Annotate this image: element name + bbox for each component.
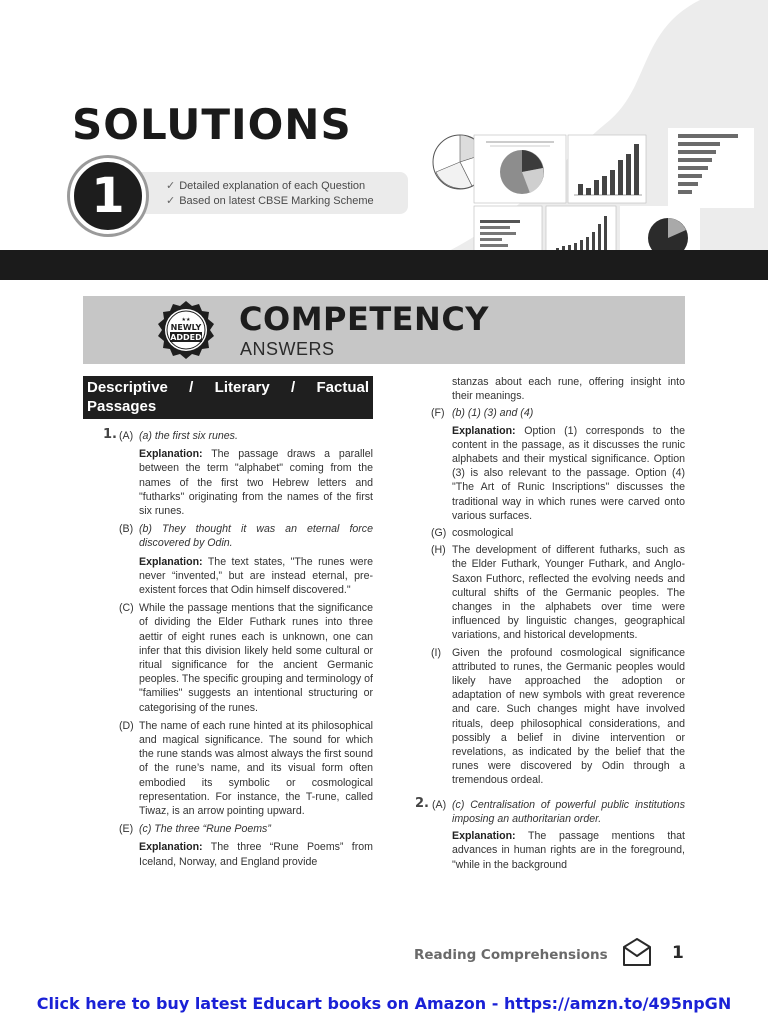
checkmark-icon: ✓ [166,195,176,207]
answer-item-f: (F) (b) (1) (3) and (4) [431,407,534,420]
bullet-detailed-explanation: ✓ Detailed explanation of each Question [166,180,366,192]
competency-banner [83,296,685,364]
page-header [0,0,768,280]
answer-item-h: (H) The development of different futharks, such as the Elder Futhark, Younger Futhark, and Anglo-Saxon Futhorc, reflected the evolving needs and cultural shifts of the Germanic peoples. The changes in the alphabets over time were influenced by linguistic changes, geographical variations, and historical developments. [431,544,685,642]
bullet-cbse-scheme: ✓ Based on latest CBSE Marking Scheme [166,195,374,207]
page-number: 1 [672,943,684,963]
thumbnail-pie-chart-dark [620,206,700,255]
thumbnail-column-chart [546,206,616,255]
chapter-number-badge: 1 [70,158,146,234]
answer-item-c: (C) While the passage mentions that the significance of dividing the Elder Futhark runes into three aettir of eight runes each is unknown, one can infer that this division likely held some cultural or ritual significance for the ancient Germanic peoples. The specific grouping and terminology of "families" suggests an intentional structuring or categorising of the runes. [119,602,373,714]
header-black-band [0,250,768,280]
svg-text:ADDED: ADDED [170,333,202,342]
explanation-2a: Explanation: The passage mentions that advances in human rights are in the foreground, "while in the background [452,830,685,871]
competency-title: COMPETENCY [239,300,489,338]
envelope-icon [621,937,653,967]
answer-item-a: (A) (a) the first six runes. [119,430,238,442]
newly-added-seal-icon [155,300,217,362]
chart-thumbnails-collage [430,110,755,255]
answer-item-d: (D) The name of each rune hinted at its philosophical and magical significance. The sound for which the rune stands was almost always the first sound of the rune’s name, and its visual form often embodied its symbolic or cosmological representation. For instance, the T-rune, called Tiwaz, is an arrow pointing upward. [119,719,373,818]
explanation-f: Explanation: Option (1) corresponds to the content in the passage, as it discusses the runic alphabets and their mystical significance. Option (3) is also relevant to the passage. Option (4) "The Art of Runic Inscriptions" discusses the traditional way in which runes were carved onto various surfaces. [452,424,685,522]
thumbnail-bar-chart [568,135,646,203]
footer-section-label: Reading Comprehensions [414,947,608,963]
amazon-promo-link[interactable]: Click here to buy latest Educart books on Amazon - https://amzn.to/495npGN [36,994,732,1013]
checkmark-icon: ✓ [166,180,176,192]
solutions-title: SOLUTIONS [72,100,352,149]
continued-explanation: stanzas about each rune, offering insight into their meanings. [452,376,685,403]
explanation-e: Explanation: The three “Rune Poems” from Iceland, Norway, and England provide [139,841,373,868]
svg-text:★★: ★★ [181,317,191,323]
right-column [415,375,685,875]
question-1 [83,429,373,869]
section-heading: Descriptive / Literary / Factual Passages [83,376,373,419]
thumbnail-donut-chart [474,135,566,203]
explanation-b: Explanation: The text states, "The runes were never “invented,” but are instead eternal, pre-existent forces that Odin himself discovered." [139,555,373,597]
question-number: 2. [415,795,429,811]
answers-subtitle: ANSWERS [240,339,335,359]
left-column [83,376,373,873]
answer-item-i: (I) Given the profound cosmological significance attributed to runes, the Germanic peoples would likely have approached the adoption or adaptation of new symbols with great reverence and care. Such changes might have involved rituals, deep philosophical considerations, and possibly a belief in divine intervention or revelations, as indicated by the belief that the runes were discovered by Odin through a tremendous ordeal. [431,646,685,787]
question-number: 1. [103,427,117,442]
answer-item-b: (B) (b) They thought it was an eternal force discovered by Odin. [119,523,373,550]
thumbnail-horizontal-bar-chart [668,128,754,208]
answer-item-e: (E) (c) The three “Rune Poems” [119,823,271,836]
svg-text:NEWLY: NEWLY [170,323,202,332]
thumbnail-table-chart [474,206,542,255]
answer-item-g: (G) cosmological [431,527,514,540]
question-2-answer-a: 2. (A) (c) Centralisation of powerful public institutions imposing an authoritarian order. [415,795,685,825]
explanation-a: Explanation: The passage draws a parallel between the term "alphabet" coming from the names of the first two Hebrew letters and "futharks" originating from the names of the first six runes. [139,448,373,518]
